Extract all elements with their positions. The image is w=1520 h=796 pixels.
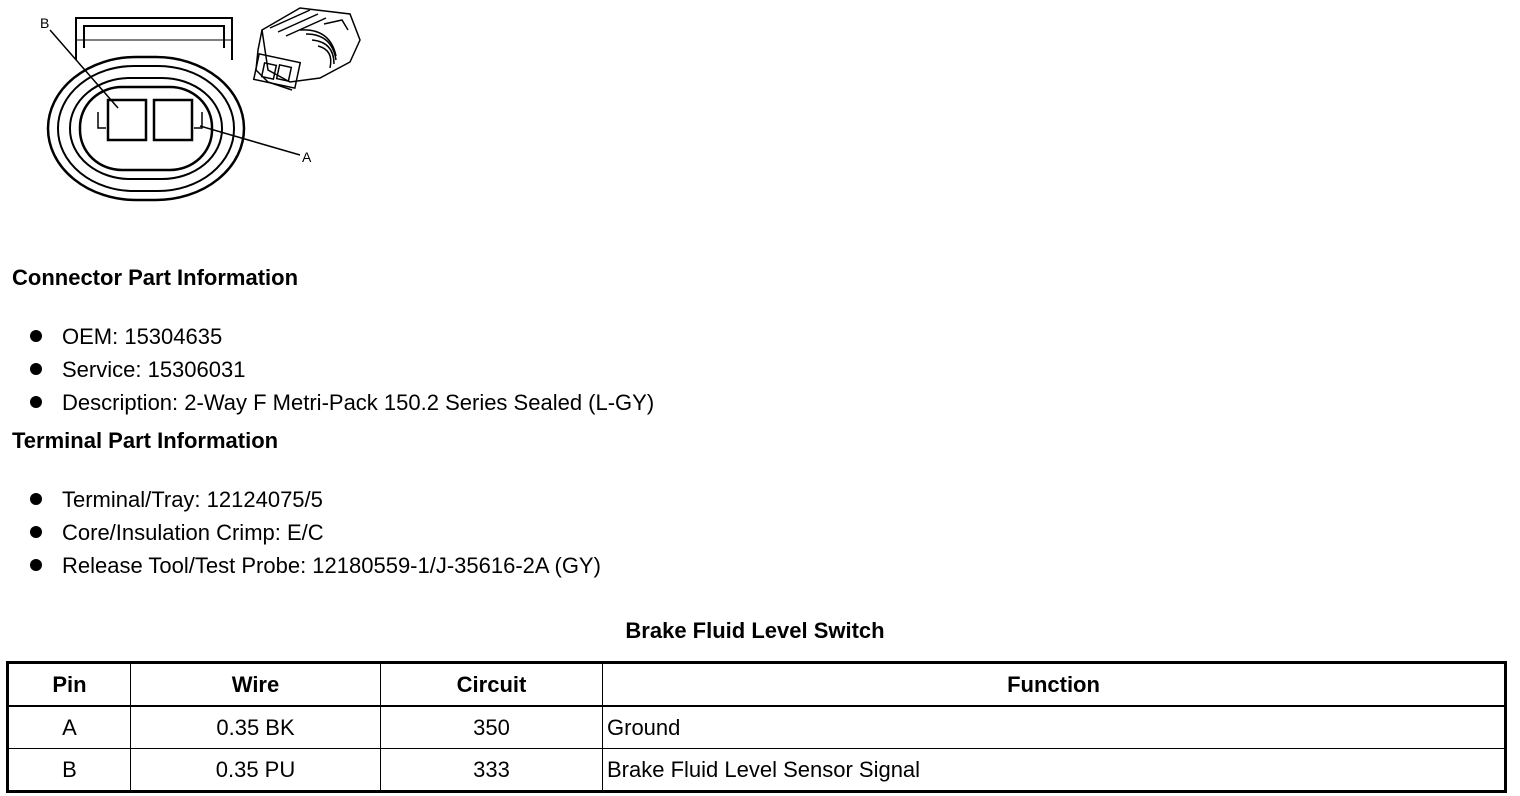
- table-row: [8, 706, 1506, 749]
- cell-wire: 0.35 PU: [131, 749, 381, 792]
- list-item: [30, 483, 601, 516]
- header-wire: Wire: [131, 663, 381, 707]
- bullet-icon: [30, 559, 42, 571]
- header-pin: Pin: [8, 663, 131, 707]
- connector-description: Description: 2-Way F Metri-Pack 150.2 Series Sealed (L-GY): [62, 389, 655, 415]
- connector-part-list: [30, 320, 654, 419]
- cell-wire: 0.35 BK: [131, 706, 381, 749]
- list-item: [30, 386, 654, 419]
- cell-circuit: 333: [381, 749, 603, 792]
- terminal-part-info-heading: Terminal Part Information: [12, 428, 279, 453]
- bullet-icon: [30, 493, 42, 505]
- pinout-table: [6, 661, 1507, 793]
- list-item: [30, 516, 601, 549]
- terminal-part-list: [30, 483, 601, 582]
- terminal-crimp: Core/Insulation Crimp: E/C: [62, 519, 324, 545]
- cavity-a: [154, 100, 192, 140]
- connector-service: Service: 15306031: [62, 356, 246, 382]
- cavity-b: [108, 100, 146, 140]
- callout-a-leader: [200, 126, 300, 155]
- connector-oem: OEM: 15304635: [62, 323, 223, 349]
- table-row: [8, 749, 1506, 792]
- connector-illustration: [0, 0, 400, 230]
- cell-pin: A: [8, 706, 131, 749]
- bullet-icon: [30, 396, 42, 408]
- connector-part-info-heading: Connector Part Information: [12, 265, 299, 290]
- list-item: [30, 353, 654, 386]
- bullet-icon: [30, 363, 42, 375]
- list-item: [30, 549, 601, 582]
- table-title: Brake Fluid Level Switch: [625, 618, 885, 643]
- terminal-tray: Terminal/Tray: 12124075/5: [62, 486, 323, 512]
- cell-pin: B: [8, 749, 131, 792]
- connector-perspective-view: [254, 8, 360, 90]
- table-header-row: [8, 663, 1506, 707]
- bullet-icon: [30, 330, 42, 342]
- cell-function: Brake Fluid Level Sensor Signal: [603, 749, 1506, 792]
- bullet-icon: [30, 526, 42, 538]
- callout-b-label: B: [40, 15, 50, 31]
- list-item: [30, 320, 654, 353]
- header-circuit: Circuit: [381, 663, 603, 707]
- connector-lock-tab: [76, 18, 232, 60]
- terminal-release-tool: Release Tool/Test Probe: 12180559-1/J-35616-2A (GY): [62, 552, 601, 578]
- callout-a-label: A: [302, 149, 312, 165]
- cell-circuit: 350: [381, 706, 603, 749]
- cell-function: Ground: [603, 706, 1506, 749]
- header-function: Function: [603, 663, 1506, 707]
